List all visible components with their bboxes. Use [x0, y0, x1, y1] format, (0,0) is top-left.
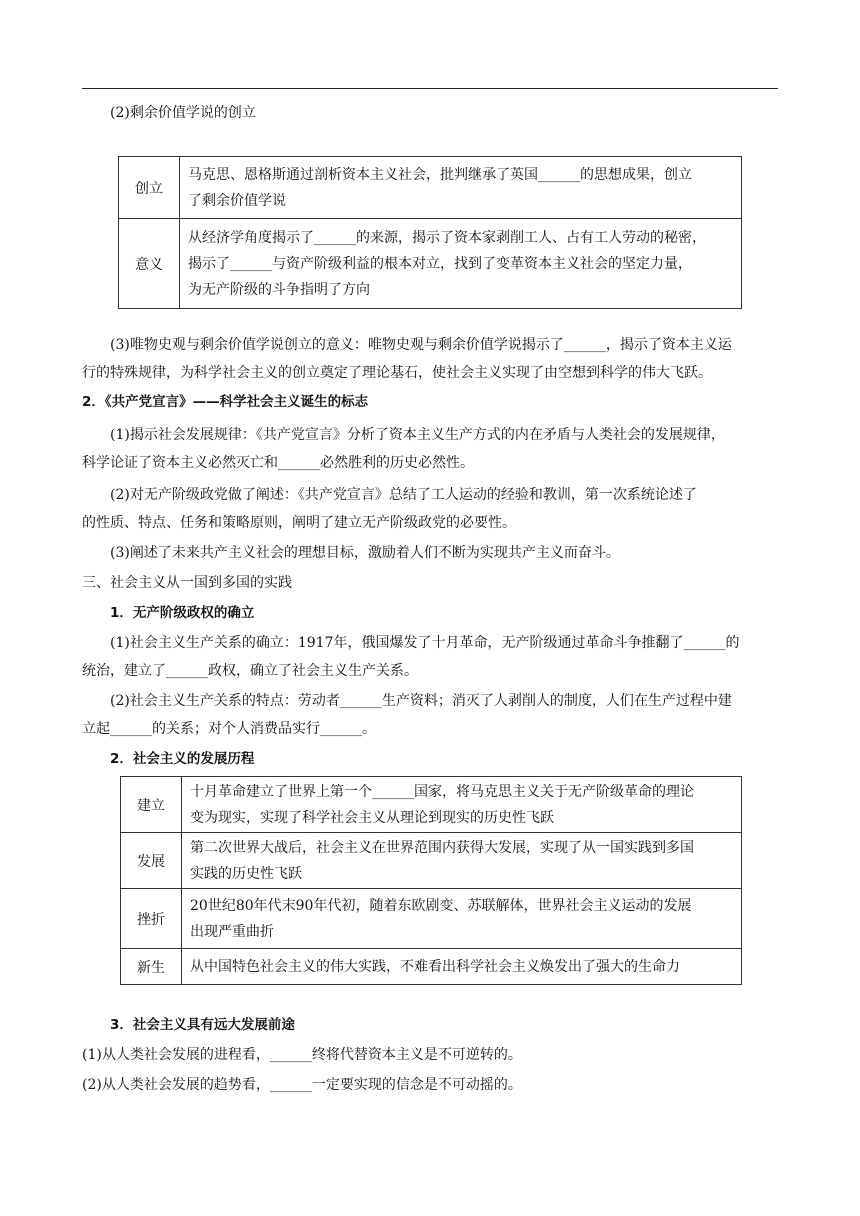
table2-value [182, 949, 742, 985]
development-history-table [120, 776, 742, 985]
table2-value [182, 889, 742, 949]
table1-key: 意义 [119, 219, 180, 309]
table2-line: 十月革命建立了世界上第一个______国家，将马克思主义关于无产阶级革命的理论 [190, 783, 694, 800]
table2-line: 从中国特色社会主义的伟大实践，不难看出科学社会主义焕发出了强大的生命力 [190, 958, 680, 975]
relations-point2-line2: 立起______的关系；对个人消费品实行______。 [82, 721, 376, 737]
table2-row-rebirth [121, 949, 742, 985]
table2-line: 第二次世界大战后，社会主义在世界范围内获得大发展，实现了从一国实践到多国 [190, 839, 694, 856]
manifesto-point2-line2: 的性质、特点、任务和策略原则，阐明了建立无产阶级政党的必要性。 [82, 515, 516, 531]
table1-key: 创立 [119, 157, 180, 219]
table1-row-creation [119, 157, 742, 219]
table2-value [182, 833, 742, 889]
relations-point1-line2: 统治，建立了______政权，确立了社会主义生产关系。 [82, 663, 418, 679]
paragraph-significance-line2: 行的特殊规律，为科学社会主义的创立奠定了理论基石，使社会主义实现了由空想到科学的伟大飞跃。 [82, 365, 712, 381]
heading-proletarian-power: 1．无产阶级政权的确立 [110, 605, 255, 621]
table2-row-establish [121, 777, 742, 833]
table2-line: 出现严重曲折 [190, 923, 274, 940]
heading-communist-manifesto: 2．《共产党宣言》——科学社会主义诞生的标志 [82, 394, 369, 410]
table2-line: 实践的历史性飞跃 [190, 865, 302, 882]
table2-key: 新生 [121, 949, 182, 985]
table2-line: 20世纪80年代末90年代初，随着东欧剧变、苏联解体，世界社会主义运动的发展 [190, 897, 692, 914]
table1-value [180, 219, 742, 309]
table2-line: 变为现实，实现了科学社会主义从理论到现实的历史性飞跃 [190, 809, 554, 826]
paragraph-significance-line1: (3)唯物史观与剩余价值学说创立的意义：唯物史观与剩余价值学说揭示了______，揭示了资本主义运 [110, 337, 732, 353]
table2-key: 挫折 [121, 889, 182, 949]
header-rule [82, 88, 778, 89]
relations-point2-line1: (2)社会主义生产关系的特点：劳动者______生产资料；消灭了人剥削人的制度，人们在生产过程中建 [110, 693, 732, 709]
table2-row-develop [121, 833, 742, 889]
table1-line: 从经济学角度揭示了______的来源，揭示了资本家剥削工人、占有工人劳动的秘密， [188, 229, 706, 246]
manifesto-point1-line2: 科学论证了资本主义必然灭亡和______必然胜利的历史必然性。 [82, 455, 474, 471]
manifesto-point3: (3)阐述了未来共产主义社会的理想目标，激励着人们不断为实现共产主义而奋斗。 [110, 545, 620, 561]
table1-line: 揭示了______与资产阶级利益的根本对立，找到了变革资本主义社会的坚定力量， [188, 255, 692, 272]
surplus-value-table [118, 156, 742, 309]
heading-future-prospects: 3．社会主义具有远大发展前途 [110, 1017, 295, 1033]
table2-key: 发展 [121, 833, 182, 889]
manifesto-point2-line1: (2)对无产阶级政党做了阐述：《共产党宣言》总结了工人运动的经验和教训，第一次系统论述了 [110, 487, 697, 503]
prospects-point2: (2)从人类社会发展的趋势看，______一定要实现的信念是不可动摇的。 [82, 1077, 522, 1093]
table2-row-setback [121, 889, 742, 949]
heading-section-three: 三、社会主义从一国到多国的实践 [82, 575, 292, 591]
relations-point1-line1: (1)社会主义生产关系的确立：1917年，俄国爆发了十月革命，无产阶级通过革命斗争推翻了______的 [110, 635, 740, 651]
table1-row-significance [119, 219, 742, 309]
section-title-surplus-value: (2)剩余价值学说的创立 [110, 105, 256, 121]
table1-line: 为无产阶级的斗争指明了方向 [188, 281, 370, 298]
table2-value [182, 777, 742, 833]
table1-line: 马克思、恩格斯通过剖析资本主义社会，批判继承了英国______的思想成果，创立 [188, 166, 692, 183]
prospects-point1: (1)从人类社会发展的进程看，______终将代替资本主义是不可逆转的。 [82, 1047, 522, 1063]
table1-value [180, 157, 742, 219]
table1-line: 了剩余价值学说 [188, 192, 286, 209]
manifesto-point1-line1: (1)揭示社会发展规律：《共产党宣言》分析了资本主义生产方式的内在矛盾与人类社会的发展规律， [110, 427, 725, 443]
table2-key: 建立 [121, 777, 182, 833]
heading-development-history: 2．社会主义的发展历程 [110, 751, 255, 767]
